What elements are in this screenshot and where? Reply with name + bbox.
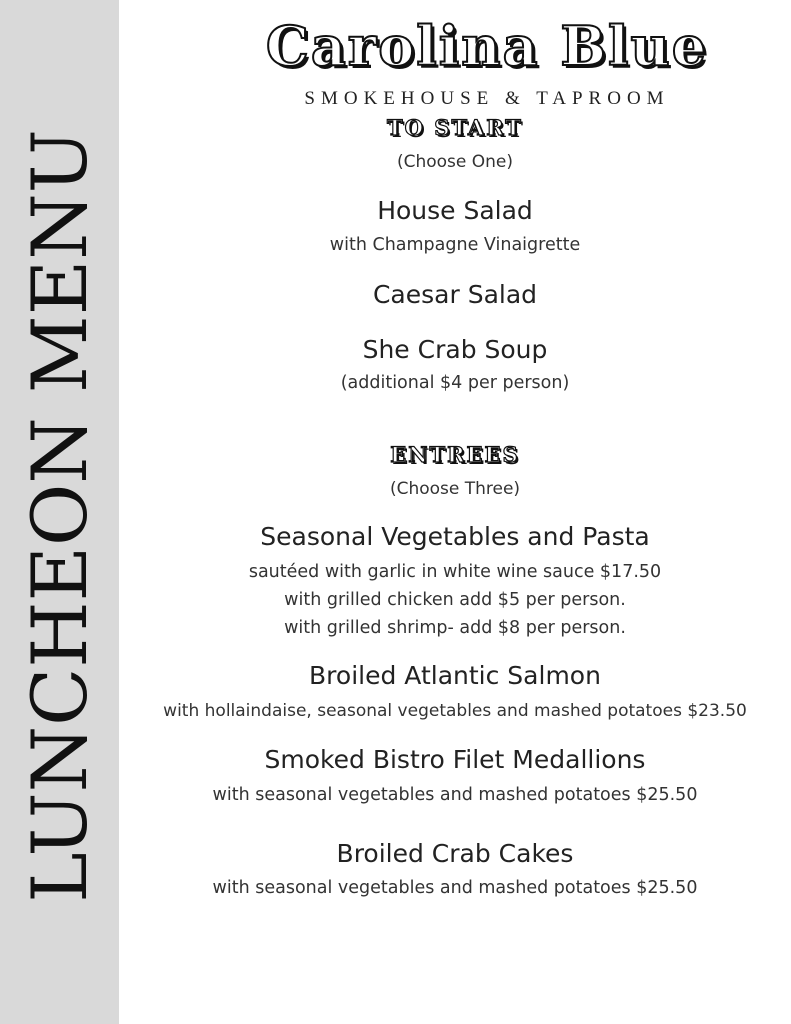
entrees-note: (Choose Three) [389, 479, 521, 499]
entrees-heading: ENTREES [390, 442, 520, 467]
starters-heading: TO START [387, 115, 523, 140]
entree-item-desc: sautéed with garlic in white wine sauce $17.50 [248, 562, 662, 582]
starter-item-name: She Crab Soup [362, 335, 548, 364]
starter-item-name: Caesar Salad [372, 280, 538, 309]
entree-item-desc: with seasonal vegetables and mashed potatoes $25.50 [212, 785, 698, 805]
entree-item-desc: with grilled shrimp- add $8 per person. [284, 618, 626, 638]
entree-item-name: Seasonal Vegetables and Pasta [260, 522, 650, 551]
entree-item-desc: with hollaindaise, seasonal vegetables and mashed potatoes $23.50 [163, 701, 747, 721]
starter-item-desc: with Champagne Vinaigrette [329, 235, 581, 255]
brand-subtitle: SMOKEHOUSE & TAPROOM [304, 88, 670, 109]
entree-item-desc: with grilled chicken add $5 per person. [284, 590, 626, 610]
sidebar-title: LUNCHEON MENU [15, 129, 104, 903]
entree-item-name: Smoked Bistro Filet Medallions [264, 745, 646, 774]
sidebar-panel [0, 0, 119, 1024]
entree-item-desc: with seasonal vegetables and mashed potatoes $25.50 [212, 878, 698, 898]
entree-item-name: Broiled Atlantic Salmon [309, 661, 601, 690]
entree-item-name: Broiled Crab Cakes [336, 839, 574, 868]
starter-item-desc: (additional $4 per person) [340, 373, 570, 393]
starters-note: (Choose One) [396, 152, 514, 172]
menu-content [119, 0, 791, 1024]
starter-item-name: House Salad [377, 196, 533, 225]
brand-name: Carolina Blue [265, 14, 709, 78]
